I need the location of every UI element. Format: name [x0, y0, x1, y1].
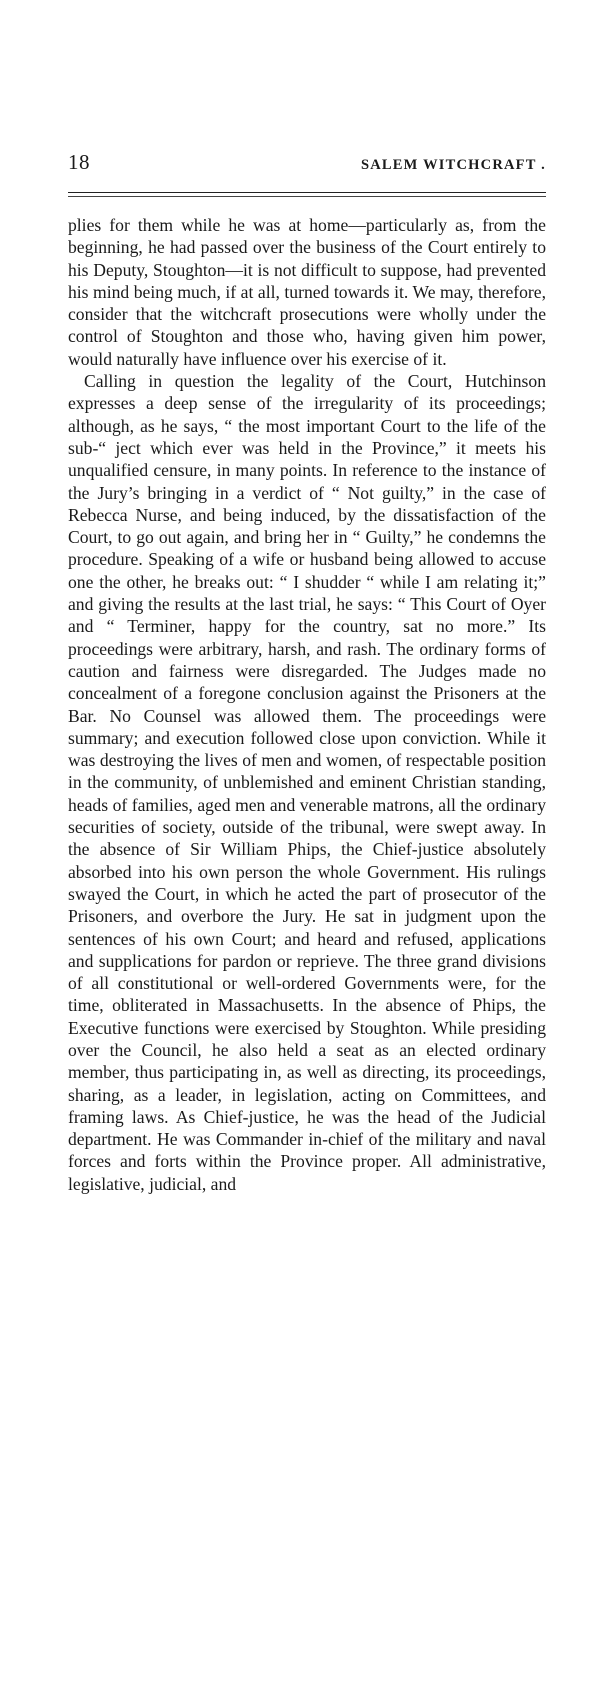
paragraph: Calling in question the legality of the Court, Hutchinson expresses a deep sense of the irregularity of its proceedings; although, as he says, “ the most important Court to the life of the sub-“ ject which ever was held in the Province,” it meets his unqualified censure, in many points. In reference to the instance of the Jury’s bringing in a verdict of “ Not guilty,” in the case of Rebecca Nurse, and being induced, by the dissatisfaction of the Court, to go out again, and bring her in “ Guilty,” he condemns the procedure. Speaking of a wife or husband being allowed to accuse one the other, he breaks out: “ I shudder “ while I am relating it;” and giving the results at the last trial, he says: “ This Court of Oyer and “ Terminer, happy for the country, sat no more.” Its proceedings were arbitrary, harsh, and rash. The ordinary forms of caution and fairness were disregarded. The Judges made no concealment of a foregone conclusion against the Prisoners at the Bar. No Counsel was allowed them. The proceedings were summary; and execution followed close upon conviction. While it was destroying the lives of men and women, of respectable position in the community, of unblemished and eminent Christian standing, heads of families, aged men and venerable matrons, all the ordinary securities of society, outside of the tribunal, were swept away. In the absence of Sir William Phips, the Chief-justice absolutely absorbed into his own person the whole Government. His rulings swayed the Court, in which he acted the part of prosecutor of the Prisoners, and overbore the Jury. He sat in judgment upon the sentences of his own Court; and heard and refused, applications and supplications for pardon or reprieve. The three grand divisions of all constitutional or well-ordered Governments were, for the time, obliterated in Massachusetts. In the absence of Phips, the Executive functions were exercised by Stoughton. While presiding over the Council, he also held a seat as an elected ordinary member, thus participating in, as well as directing, its proceedings, sharing, as a leader, in legislation, acting on Committees, and framing laws. As Chief-justice, he was the head of the Judicial department. He was Commander in-chief of the military and naval forces and forts within the Province proper. All administrative, legislative, judicial, and — [68, 371, 546, 1194]
body-text — [68, 214, 546, 1195]
page-number: 18 — [68, 150, 90, 174]
header-rule-thin — [68, 196, 546, 197]
paragraph-continued: plies for them while he was at home—particularly as, from the beginning, he had passed over the business of the Court entirely to his Deputy, Stoughton—it is not difficult to suppose, had prevented his mind being much, if at all, turned towards it. We may, therefore, consider that the witchcraft prosecutions were wholly under the control of Stoughton and those who, having given him power, would naturally have influence over his exercise of it. — [68, 215, 546, 369]
running-title: SALEM WITCHCRAFT . — [360, 157, 546, 173]
header-rule — [68, 192, 546, 193]
running-head — [68, 150, 546, 178]
